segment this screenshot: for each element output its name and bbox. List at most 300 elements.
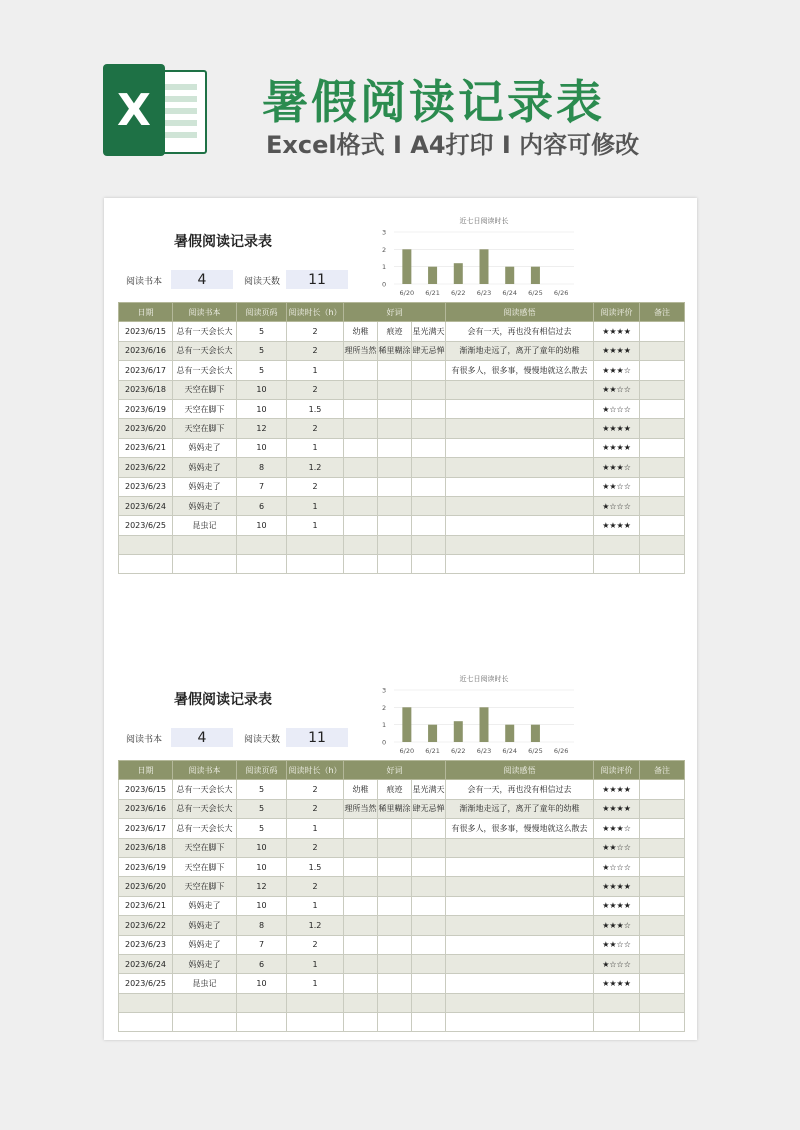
- cell-book[interactable]: 天空在脚下: [173, 857, 237, 876]
- cell-book[interactable]: 天空在脚下: [173, 380, 237, 399]
- cell-rating[interactable]: ★★☆☆: [594, 838, 640, 857]
- days-value-cell[interactable]: 11: [286, 728, 348, 747]
- y-tick-label: 0: [382, 738, 387, 747]
- cell-rating[interactable]: ★★★★: [594, 780, 640, 799]
- cell-note[interactable]: 会有一天，再也没有相信过去: [446, 322, 594, 341]
- cell-hours[interactable]: 1: [287, 438, 344, 457]
- cell-pages[interactable]: 7: [237, 935, 287, 954]
- cell-w1[interactable]: 理所当然: [344, 341, 378, 360]
- cell-w1[interactable]: [344, 555, 378, 574]
- cell-date[interactable]: 2023/6/20: [119, 877, 173, 896]
- cell-remark[interactable]: [640, 1013, 685, 1032]
- cell-remark[interactable]: [640, 438, 685, 457]
- cell-pages[interactable]: 10: [237, 896, 287, 915]
- cell-w3[interactable]: [412, 838, 446, 857]
- cell-hours[interactable]: 1: [287, 516, 344, 535]
- cell-w1[interactable]: [344, 896, 378, 915]
- cell-rating[interactable]: [594, 1013, 640, 1032]
- cell-w3[interactable]: [412, 896, 446, 915]
- cell-date[interactable]: 2023/6/22: [119, 458, 173, 477]
- cell-hours[interactable]: 2: [287, 838, 344, 857]
- cell-remark[interactable]: [640, 380, 685, 399]
- cell-hours[interactable]: [287, 535, 344, 554]
- cell-book[interactable]: [173, 1013, 237, 1032]
- cell-date[interactable]: 2023/6/25: [119, 516, 173, 535]
- cell-date[interactable]: 2023/6/25: [119, 974, 173, 993]
- cell-book[interactable]: 天空在脚下: [173, 877, 237, 896]
- cell-remark[interactable]: [640, 361, 685, 380]
- cell-pages[interactable]: [237, 993, 287, 1012]
- column-header: 阅读页码: [237, 303, 287, 322]
- cell-hours[interactable]: 1: [287, 974, 344, 993]
- cell-hours[interactable]: 1.5: [287, 857, 344, 876]
- cell-hours[interactable]: 1: [287, 954, 344, 973]
- cell-hours[interactable]: 2: [287, 780, 344, 799]
- cell-note[interactable]: [446, 935, 594, 954]
- cell-w3[interactable]: 星光满天: [412, 322, 446, 341]
- cell-w3[interactable]: [412, 954, 446, 973]
- cell-pages[interactable]: [237, 1013, 287, 1032]
- cell-book[interactable]: 妈妈走了: [173, 935, 237, 954]
- cell-w2[interactable]: [378, 935, 412, 954]
- cell-rating[interactable]: [594, 993, 640, 1012]
- cell-hours[interactable]: 2: [287, 799, 344, 818]
- cell-book[interactable]: 总有一天会长大: [173, 341, 237, 360]
- cell-w1[interactable]: [344, 935, 378, 954]
- y-tick-label: 3: [382, 686, 387, 695]
- cell-date[interactable]: 2023/6/24: [119, 954, 173, 973]
- cell-w1[interactable]: 理所当然: [344, 799, 378, 818]
- cell-date[interactable]: 2023/6/18: [119, 380, 173, 399]
- cell-book[interactable]: 妈妈走了: [173, 496, 237, 515]
- cell-rating[interactable]: ★☆☆☆: [594, 496, 640, 515]
- cell-book[interactable]: [173, 993, 237, 1012]
- cell-date[interactable]: 2023/6/24: [119, 496, 173, 515]
- cell-w3[interactable]: [412, 399, 446, 418]
- cell-date[interactable]: 2023/6/16: [119, 799, 173, 818]
- cell-hours[interactable]: 1.2: [287, 916, 344, 935]
- cell-remark[interactable]: [640, 477, 685, 496]
- cell-pages[interactable]: 10: [237, 838, 287, 857]
- cell-remark[interactable]: [640, 496, 685, 515]
- cell-w2[interactable]: [378, 361, 412, 380]
- cell-rating[interactable]: [594, 555, 640, 574]
- cell-rating[interactable]: ★☆☆☆: [594, 954, 640, 973]
- cell-book[interactable]: 妈妈走了: [173, 477, 237, 496]
- cell-book[interactable]: 天空在脚下: [173, 419, 237, 438]
- cell-w3[interactable]: [412, 555, 446, 574]
- cell-remark[interactable]: [640, 877, 685, 896]
- books-label: 阅读书本: [126, 277, 163, 287]
- table-row: [119, 535, 685, 554]
- cell-w3[interactable]: [412, 993, 446, 1012]
- cell-w1[interactable]: [344, 838, 378, 857]
- cell-rating[interactable]: ★★★★: [594, 419, 640, 438]
- cell-note[interactable]: [446, 535, 594, 554]
- cell-pages[interactable]: [237, 535, 287, 554]
- cell-remark[interactable]: [640, 780, 685, 799]
- cell-hours[interactable]: 2: [287, 341, 344, 360]
- cell-date[interactable]: 2023/6/16: [119, 341, 173, 360]
- cell-date[interactable]: 2023/6/15: [119, 322, 173, 341]
- cell-rating[interactable]: ★★★☆: [594, 458, 640, 477]
- cell-w3[interactable]: [412, 935, 446, 954]
- cell-note[interactable]: [446, 458, 594, 477]
- cell-note[interactable]: [446, 477, 594, 496]
- bar: [428, 725, 437, 742]
- cell-w1[interactable]: [344, 1013, 378, 1032]
- cell-note[interactable]: [446, 974, 594, 993]
- cell-pages[interactable]: 10: [237, 857, 287, 876]
- cell-w3[interactable]: [412, 535, 446, 554]
- cell-rating[interactable]: ★★★★: [594, 322, 640, 341]
- cell-w2[interactable]: 稀里糊涂: [378, 799, 412, 818]
- cell-w3[interactable]: 肆无忌惮: [412, 341, 446, 360]
- column-header: 阅读书本: [173, 761, 237, 780]
- cell-note[interactable]: 有很多人，很多事，慢慢地就这么散去: [446, 819, 594, 838]
- column-header: 备注: [640, 303, 685, 322]
- cell-remark[interactable]: [640, 516, 685, 535]
- cell-note[interactable]: [446, 838, 594, 857]
- cell-book[interactable]: 天空在脚下: [173, 399, 237, 418]
- cell-w3[interactable]: [412, 857, 446, 876]
- reading-log-table: [118, 760, 685, 1032]
- cell-w1[interactable]: [344, 516, 378, 535]
- cell-rating[interactable]: ★★☆☆: [594, 935, 640, 954]
- cell-hours[interactable]: 2: [287, 477, 344, 496]
- cell-remark[interactable]: [640, 819, 685, 838]
- cell-w3[interactable]: 星光满天: [412, 780, 446, 799]
- cell-w1[interactable]: [344, 916, 378, 935]
- cell-w2[interactable]: [378, 877, 412, 896]
- cell-book[interactable]: 妈妈走了: [173, 458, 237, 477]
- cell-rating[interactable]: ★★★★: [594, 341, 640, 360]
- cell-hours[interactable]: 1: [287, 819, 344, 838]
- cell-w3[interactable]: [412, 438, 446, 457]
- reading-time-chart: [374, 672, 574, 762]
- cell-note[interactable]: [446, 896, 594, 915]
- cell-w1[interactable]: 幼稚: [344, 322, 378, 341]
- cell-rating[interactable]: ★☆☆☆: [594, 857, 640, 876]
- cell-book[interactable]: 昆虫记: [173, 516, 237, 535]
- x-tick-label: 6/21: [425, 747, 440, 755]
- table-body: [119, 322, 685, 574]
- banner: [0, 0, 800, 175]
- x-tick-label: 6/25: [528, 289, 543, 297]
- cell-w2[interactable]: [378, 555, 412, 574]
- cell-book[interactable]: 总有一天会长大: [173, 799, 237, 818]
- cell-book[interactable]: 天空在脚下: [173, 838, 237, 857]
- cell-w1[interactable]: [344, 438, 378, 457]
- cell-note[interactable]: [446, 438, 594, 457]
- cell-rating[interactable]: ★★★★: [594, 877, 640, 896]
- table-row: [119, 1013, 685, 1032]
- cell-pages[interactable]: 12: [237, 877, 287, 896]
- cell-w2[interactable]: [378, 857, 412, 876]
- cell-date[interactable]: 2023/6/15: [119, 780, 173, 799]
- days-value-cell[interactable]: 11: [286, 270, 348, 289]
- cell-w2[interactable]: [378, 535, 412, 554]
- cell-date[interactable]: [119, 555, 173, 574]
- cell-note[interactable]: [446, 380, 594, 399]
- cell-pages[interactable]: 10: [237, 399, 287, 418]
- cell-note[interactable]: [446, 516, 594, 535]
- cell-remark[interactable]: [640, 458, 685, 477]
- cell-w3[interactable]: [412, 496, 446, 515]
- days-label: 阅读天数: [244, 277, 281, 287]
- cell-w3[interactable]: 肆无忌惮: [412, 799, 446, 818]
- cell-remark[interactable]: [640, 896, 685, 915]
- cell-pages[interactable]: 6: [237, 954, 287, 973]
- cell-note[interactable]: 会有一天，再也没有相信过去: [446, 780, 594, 799]
- cell-w2[interactable]: [378, 974, 412, 993]
- cell-w2[interactable]: [378, 916, 412, 935]
- cell-pages[interactable]: 5: [237, 799, 287, 818]
- cell-remark[interactable]: [640, 419, 685, 438]
- cell-w1[interactable]: [344, 535, 378, 554]
- cell-w2[interactable]: [378, 954, 412, 973]
- cell-w1[interactable]: [344, 399, 378, 418]
- cell-w1[interactable]: [344, 458, 378, 477]
- cell-hours[interactable]: 2: [287, 322, 344, 341]
- cell-rating[interactable]: ★★★☆: [594, 819, 640, 838]
- cell-rating[interactable]: ★★★★: [594, 438, 640, 457]
- cell-remark[interactable]: [640, 838, 685, 857]
- cell-w3[interactable]: [412, 419, 446, 438]
- cell-w3[interactable]: [412, 458, 446, 477]
- cell-rating[interactable]: ★☆☆☆: [594, 399, 640, 418]
- books-value-cell[interactable]: 4: [171, 270, 233, 289]
- cell-pages[interactable]: 8: [237, 458, 287, 477]
- cell-w2[interactable]: [378, 993, 412, 1012]
- cell-rating[interactable]: ★★★★: [594, 799, 640, 818]
- cell-hours[interactable]: 2: [287, 419, 344, 438]
- cell-w1[interactable]: [344, 819, 378, 838]
- cell-date[interactable]: 2023/6/21: [119, 896, 173, 915]
- cell-date[interactable]: 2023/6/23: [119, 935, 173, 954]
- cell-w3[interactable]: [412, 819, 446, 838]
- cell-w3[interactable]: [412, 361, 446, 380]
- cell-date[interactable]: 2023/6/21: [119, 438, 173, 457]
- cell-note[interactable]: [446, 496, 594, 515]
- cell-w2[interactable]: [378, 896, 412, 915]
- cell-remark[interactable]: [640, 993, 685, 1012]
- cell-w1[interactable]: [344, 993, 378, 1012]
- cell-hours[interactable]: 1.2: [287, 458, 344, 477]
- bar: [454, 721, 463, 742]
- cell-note[interactable]: [446, 916, 594, 935]
- cell-w2[interactable]: [378, 380, 412, 399]
- cell-pages[interactable]: 10: [237, 438, 287, 457]
- cell-pages[interactable]: 10: [237, 380, 287, 399]
- cell-date[interactable]: [119, 1013, 173, 1032]
- cell-w2[interactable]: [378, 458, 412, 477]
- cell-date[interactable]: [119, 993, 173, 1012]
- cell-w1[interactable]: 幼稚: [344, 780, 378, 799]
- cell-remark[interactable]: [640, 799, 685, 818]
- cell-date[interactable]: 2023/6/17: [119, 819, 173, 838]
- cell-w2[interactable]: [378, 419, 412, 438]
- cell-pages[interactable]: 6: [237, 496, 287, 515]
- cell-date[interactable]: 2023/6/20: [119, 419, 173, 438]
- cell-rating[interactable]: ★★★★: [594, 516, 640, 535]
- cell-remark[interactable]: [640, 857, 685, 876]
- cell-note[interactable]: [446, 419, 594, 438]
- x-tick-label: 6/25: [528, 747, 543, 755]
- cell-w1[interactable]: [344, 477, 378, 496]
- cell-remark[interactable]: [640, 974, 685, 993]
- cell-w3[interactable]: [412, 877, 446, 896]
- cell-note[interactable]: [446, 1013, 594, 1032]
- cell-remark[interactable]: [640, 916, 685, 935]
- cell-w3[interactable]: [412, 516, 446, 535]
- cell-book[interactable]: [173, 535, 237, 554]
- cell-rating[interactable]: ★★★☆: [594, 361, 640, 380]
- x-tick-label: 6/24: [502, 289, 518, 297]
- cell-pages[interactable]: [237, 555, 287, 574]
- cell-hours[interactable]: 1: [287, 361, 344, 380]
- cell-note[interactable]: 有很多人，很多事，慢慢地就这么散去: [446, 361, 594, 380]
- cell-w1[interactable]: [344, 496, 378, 515]
- cell-w1[interactable]: [344, 380, 378, 399]
- table-row: [119, 516, 685, 535]
- cell-w2[interactable]: [378, 438, 412, 457]
- books-value-cell[interactable]: 4: [171, 728, 233, 747]
- cell-w2[interactable]: [378, 516, 412, 535]
- cell-rating[interactable]: ★★☆☆: [594, 380, 640, 399]
- cell-pages[interactable]: 5: [237, 819, 287, 838]
- cell-remark[interactable]: [640, 341, 685, 360]
- cell-book[interactable]: [173, 555, 237, 574]
- cell-book[interactable]: 总有一天会长大: [173, 322, 237, 341]
- cell-book[interactable]: 妈妈走了: [173, 954, 237, 973]
- bar: [480, 707, 489, 742]
- chart-title: 近七日阅读时长: [459, 217, 509, 225]
- cell-remark[interactable]: [640, 535, 685, 554]
- cell-note[interactable]: [446, 857, 594, 876]
- days-label: 阅读天数: [244, 735, 281, 745]
- table-row: [119, 458, 685, 477]
- cell-remark[interactable]: [640, 555, 685, 574]
- cell-w3[interactable]: [412, 1013, 446, 1032]
- table-body: [119, 780, 685, 1032]
- cell-hours[interactable]: 2: [287, 380, 344, 399]
- cell-hours[interactable]: [287, 993, 344, 1012]
- cell-rating[interactable]: ★★★☆: [594, 916, 640, 935]
- cell-date[interactable]: 2023/6/22: [119, 916, 173, 935]
- cell-note[interactable]: 渐渐地走远了，离开了童年的幼稚: [446, 341, 594, 360]
- cell-w1[interactable]: [344, 877, 378, 896]
- table-row: [119, 380, 685, 399]
- cell-hours[interactable]: [287, 1013, 344, 1032]
- table-row: [119, 954, 685, 973]
- cell-w2[interactable]: [378, 1013, 412, 1032]
- cell-book[interactable]: 妈妈走了: [173, 438, 237, 457]
- column-header: 阅读感悟: [446, 303, 594, 322]
- cell-hours[interactable]: 2: [287, 877, 344, 896]
- cell-rating[interactable]: [594, 535, 640, 554]
- cell-w1[interactable]: [344, 954, 378, 973]
- cell-pages[interactable]: 5: [237, 780, 287, 799]
- cell-w2[interactable]: [378, 477, 412, 496]
- cell-remark[interactable]: [640, 399, 685, 418]
- cell-w1[interactable]: [344, 974, 378, 993]
- cell-w2[interactable]: [378, 399, 412, 418]
- cell-pages[interactable]: 5: [237, 322, 287, 341]
- cell-date[interactable]: 2023/6/23: [119, 477, 173, 496]
- cell-date[interactable]: 2023/6/17: [119, 361, 173, 380]
- cell-note[interactable]: [446, 993, 594, 1012]
- cell-remark[interactable]: [640, 322, 685, 341]
- cell-pages[interactable]: 10: [237, 516, 287, 535]
- cell-w3[interactable]: [412, 916, 446, 935]
- cell-w1[interactable]: [344, 857, 378, 876]
- cell-book[interactable]: 妈妈走了: [173, 916, 237, 935]
- cell-note[interactable]: [446, 555, 594, 574]
- table-row: [119, 896, 685, 915]
- cell-hours[interactable]: 1: [287, 896, 344, 915]
- cell-hours[interactable]: 1: [287, 496, 344, 515]
- cell-pages[interactable]: 8: [237, 916, 287, 935]
- table-row: [119, 819, 685, 838]
- cell-w2[interactable]: [378, 819, 412, 838]
- cell-hours[interactable]: [287, 555, 344, 574]
- cell-note[interactable]: [446, 954, 594, 973]
- cell-date[interactable]: 2023/6/19: [119, 399, 173, 418]
- cell-rating[interactable]: ★★★★: [594, 896, 640, 915]
- cell-book[interactable]: 总有一天会长大: [173, 361, 237, 380]
- cell-book[interactable]: 总有一天会长大: [173, 819, 237, 838]
- cell-w2[interactable]: 痕迹: [378, 780, 412, 799]
- cell-date[interactable]: 2023/6/19: [119, 857, 173, 876]
- cell-date[interactable]: [119, 535, 173, 554]
- cell-date[interactable]: 2023/6/18: [119, 838, 173, 857]
- bar: [505, 725, 514, 742]
- cell-book[interactable]: 昆虫记: [173, 974, 237, 993]
- cell-note[interactable]: [446, 877, 594, 896]
- cell-remark[interactable]: [640, 954, 685, 973]
- cell-w1[interactable]: [344, 361, 378, 380]
- cell-book[interactable]: 妈妈走了: [173, 896, 237, 915]
- cell-hours[interactable]: 2: [287, 935, 344, 954]
- cell-pages[interactable]: 5: [237, 361, 287, 380]
- cell-pages[interactable]: 7: [237, 477, 287, 496]
- cell-rating[interactable]: ★★☆☆: [594, 477, 640, 496]
- cell-w2[interactable]: [378, 838, 412, 857]
- reading-log-table: [118, 302, 685, 574]
- cell-hours[interactable]: 1.5: [287, 399, 344, 418]
- table-row: [119, 838, 685, 857]
- column-header: 好词: [344, 761, 446, 780]
- column-header: 阅读书本: [173, 303, 237, 322]
- cell-book[interactable]: 总有一天会长大: [173, 780, 237, 799]
- cell-w2[interactable]: 稀里糊涂: [378, 341, 412, 360]
- cell-note[interactable]: [446, 399, 594, 418]
- cell-rating[interactable]: ★★★★: [594, 974, 640, 993]
- cell-pages[interactable]: 10: [237, 974, 287, 993]
- cell-remark[interactable]: [640, 935, 685, 954]
- cell-note[interactable]: 渐渐地走远了，离开了童年的幼稚: [446, 799, 594, 818]
- cell-w1[interactable]: [344, 419, 378, 438]
- cell-w2[interactable]: [378, 496, 412, 515]
- cell-w3[interactable]: [412, 974, 446, 993]
- cell-w2[interactable]: 痕迹: [378, 322, 412, 341]
- cell-pages[interactable]: 12: [237, 419, 287, 438]
- cell-w3[interactable]: [412, 380, 446, 399]
- cell-pages[interactable]: 5: [237, 341, 287, 360]
- x-tick-label: 6/26: [553, 289, 569, 297]
- cell-w3[interactable]: [412, 477, 446, 496]
